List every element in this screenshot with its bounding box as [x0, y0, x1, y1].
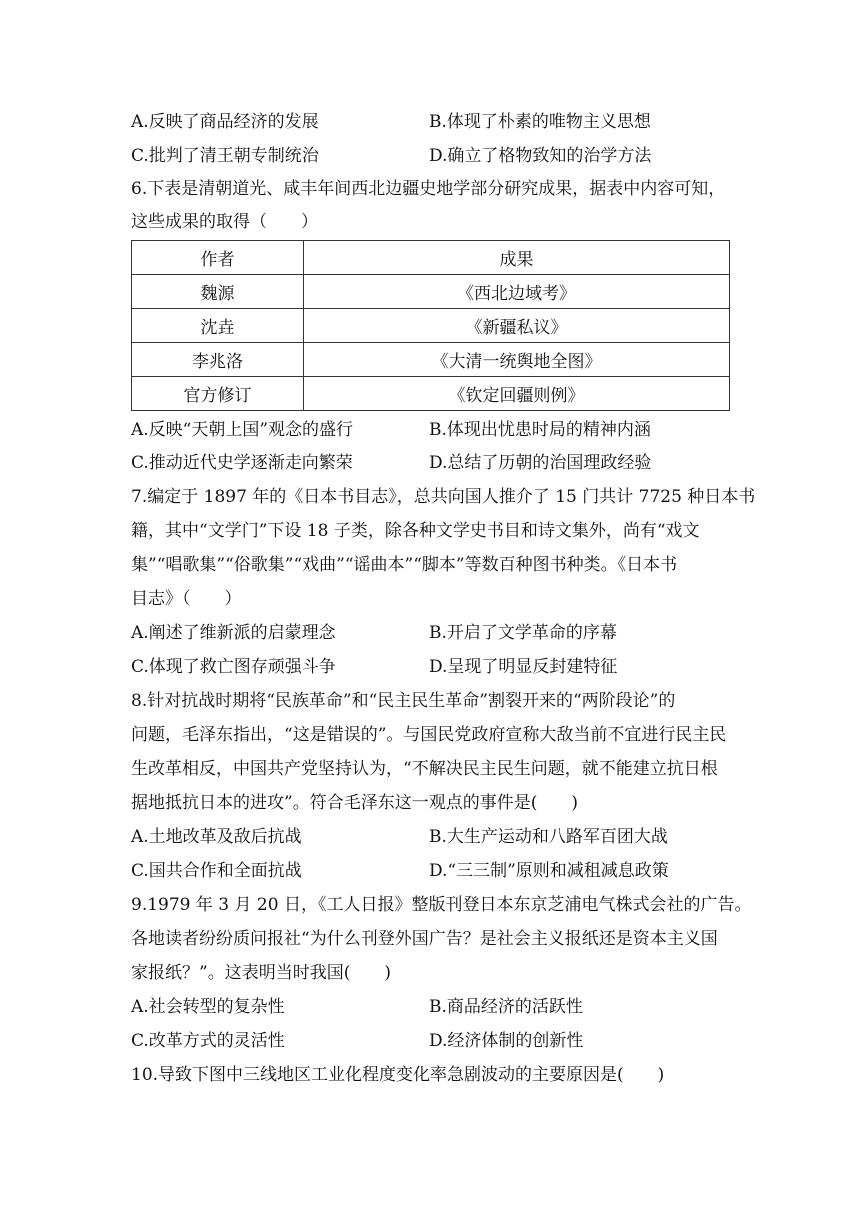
table-cell-result: 《钦定回疆则例》: [303, 377, 729, 411]
q8-stem-line-2: 问题，毛泽东指出，“这是错误的”。与国民党政府宣称大敌当前不宜进行民主民: [131, 725, 727, 745]
q7-stem-line-3: 集”“唱歌集”“俗歌集”“戏曲”“谣曲本”“脚本”等数百种图书种类。《日本书: [131, 555, 678, 575]
q8-option-b[interactable]: B.大生产运动和八路军百团大战: [429, 827, 668, 847]
q6-table: [131, 240, 730, 411]
q8-option-c[interactable]: C.国共合作和全面抗战: [131, 861, 302, 881]
table-header-result: 成果: [303, 241, 729, 275]
table-cell-author: 魏源: [132, 275, 304, 309]
q8-options-row-2: [131, 856, 731, 886]
table-row: [132, 309, 730, 343]
q10-stem-line-1: 10.导致下图中三线地区工业化程度变化率急剧波动的主要原因是( ): [131, 1065, 665, 1085]
q8-options-row-1: [131, 822, 731, 852]
q9-options-row-2: [131, 1026, 731, 1056]
q6-options-row-2: [131, 448, 731, 478]
q5-option-d[interactable]: D.确立了格物致知的治学方法: [429, 146, 652, 166]
q7-stem-line-2: 籍，其中“文学门”下设 18 子类，除各种文学史书目和诗文集外，尚有“戏文: [131, 521, 700, 541]
q7-option-b[interactable]: B.开启了文学革命的序幕: [429, 623, 617, 643]
q8-stem-line-3: 生改革相反，中国共产党坚持认为，“不解决民主民生问题，就不能建立抗日根: [131, 759, 718, 779]
q8-option-a[interactable]: A.土地改革及敌后抗战: [131, 827, 302, 847]
q9-stem-line-2: 各地读者纷纷质问报社“为什么刊登外国广告？是社会主义报纸还是资本主义国: [131, 929, 718, 949]
q9-option-a[interactable]: A.社会转型的复杂性: [131, 997, 285, 1017]
table-cell-result: 《大清一统舆地全图》: [303, 343, 729, 377]
q5-option-a[interactable]: A.反映了商品经济的发展: [131, 112, 319, 132]
q6-option-c[interactable]: C.推动近代史学逐渐走向繁荣: [131, 453, 353, 473]
q6-stem-line-1: 6.下表是清朝道光、咸丰年间西北边疆史地学部分研究成果，据表中内容可知，: [131, 179, 726, 199]
q6-stem-line-2: 这些成果的取得（ ）: [131, 212, 318, 232]
q6-option-a[interactable]: A.反映“天朝上国”观念的盛行: [131, 420, 354, 440]
q7-stem-line-4: 目志》（ ）: [131, 589, 242, 609]
q7-stem-line-1: 7.编定于 1897 年的《日本书目志》，总共向国人推介了 15 门共计 7725 种日本书: [131, 487, 756, 507]
q5-option-c[interactable]: C.批判了清王朝专制统治: [131, 146, 319, 166]
q5-options-row-2: [131, 141, 731, 171]
table-row: [132, 377, 730, 411]
table-cell-author: 李兆洛: [132, 343, 304, 377]
q9-stem-line-1: 9.1979 年 3 月 20 日，《工人日报》整版刊登日本东京芝浦电气株式会社的广告。: [131, 895, 752, 915]
q7-option-a[interactable]: A.阐述了维新派的启蒙理念: [131, 623, 336, 643]
q8-stem-line-1: 8.针对抗战时期将“民族革命”和“民主民生革命”割裂开来的“两阶段论”的: [131, 691, 676, 711]
q5-option-b[interactable]: B.体现了朴素的唯物主义思想: [429, 112, 651, 132]
q9-options-row-1: [131, 992, 731, 1022]
q8-stem-line-4: 据地抵抗日本的进攻”。符合毛泽东这一观点的事件是( ): [131, 793, 578, 813]
table-row: [132, 343, 730, 377]
table-cell-result: 《新疆私议》: [303, 309, 729, 343]
q7-option-c[interactable]: C.体现了救亡图存顽强斗争: [131, 657, 336, 677]
q6-options-row-1: [131, 415, 731, 445]
q6-option-b[interactable]: B.体现出忧患时局的精神内涵: [429, 420, 651, 440]
table-header-row: [132, 241, 730, 275]
q9-option-c[interactable]: C.改革方式的灵活性: [131, 1031, 285, 1051]
q5-options-row-1: [131, 107, 731, 137]
q9-option-b[interactable]: B.商品经济的活跃性: [429, 997, 583, 1017]
table-cell-author: 沈垚: [132, 309, 304, 343]
q6-option-d[interactable]: D.总结了历朝的治国理政经验: [429, 453, 652, 473]
table-cell-result: 《西北边域考》: [303, 275, 729, 309]
table-row: [132, 275, 730, 309]
q9-option-d[interactable]: D.经济体制的创新性: [429, 1031, 584, 1051]
q7-options-row-1: [131, 618, 731, 648]
q7-option-d[interactable]: D.呈现了明显反封建特征: [429, 657, 618, 677]
q7-options-row-2: [131, 652, 731, 682]
q9-stem-line-3: 家报纸？”。这表明当时我国( ): [131, 963, 391, 983]
q8-option-d[interactable]: D.“三三制”原则和减租减息政策: [429, 861, 669, 881]
table-cell-author: 官方修订: [132, 377, 304, 411]
table-header-author: 作者: [132, 241, 304, 275]
